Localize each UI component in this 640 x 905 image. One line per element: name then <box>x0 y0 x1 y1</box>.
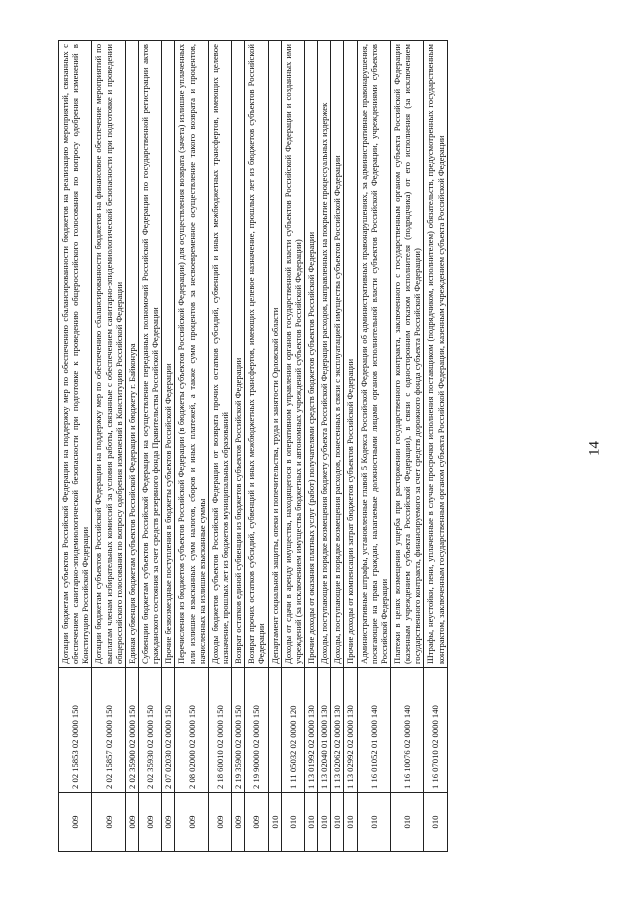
revenue-name-cell: Департамент социальной защиты, опеки и попечительства, труда и занятости Орловской области <box>268 41 281 668</box>
revenue-name-cell: Штрафы, неустойки, пени, уплаченные в случае просрочки исполнения поставщиком (подрядчиком, исполнителем) обязательств, предусмотренных государственным контрактом, заключенным государственным органом субъекта Российской Федерации, казенным учреждением субъекта Российской Федерации <box>424 41 447 668</box>
budget-classification-code-cell: 1 16 07010 02 0000 140 <box>424 668 447 793</box>
table-row <box>125 41 138 852</box>
table-row <box>59 41 92 852</box>
admin-code-cell: 010 <box>344 793 357 852</box>
table-row <box>318 41 331 852</box>
admin-code-cell: 010 <box>331 793 344 852</box>
admin-code-cell: 010 <box>318 793 331 852</box>
admin-code-cell: 009 <box>208 793 231 852</box>
revenue-name-cell: Дотации бюджетам субъектов Российской Федерации на поддержку мер по обеспечению сбалансированности бюджетов на реализацию мероприятий, связанных с обеспечением санитарно-эпидемиологической безопасности при подготовке к проведению общероссийского голосования по вопросу одобрения изменений в Конституцию Российской Федерации <box>59 41 92 668</box>
table-row <box>357 41 390 852</box>
admin-code-cell: 009 <box>138 793 161 852</box>
table-row <box>232 41 245 852</box>
budget-classification-code-cell: 1 13 02062 02 0000 130 <box>331 668 344 793</box>
revenue-name-cell: Прочие доходы от оказания платных услуг (работ) получателями средств бюджетов субъектов Российской Федерации <box>304 41 317 668</box>
table-row <box>281 41 304 852</box>
admin-code-cell: 009 <box>162 793 175 852</box>
table-row <box>344 41 357 852</box>
revenue-codes-table <box>58 40 448 852</box>
admin-code-cell: 009 <box>92 793 125 852</box>
revenue-name-cell: Доходы от сдачи в аренду имущества, находящегося в оперативном управлении органов государственной власти субъектов Российской Федерации и созданных ими учреждений (за исключением имущества бюджетных и автономных учреждений субъектов Российской Федерации) <box>281 41 304 668</box>
budget-classification-code-cell: 1 16 01052 01 0000 140 <box>357 668 390 793</box>
budget-classification-code-cell: 2 19 90000 02 0000 150 <box>245 668 268 793</box>
admin-code-cell: 010 <box>357 793 390 852</box>
budget-classification-code-cell: 2 08 02000 02 0000 150 <box>175 668 208 793</box>
revenue-name-cell: Прочие безвозмездные поступления в бюджеты субъектов Российской Федерации <box>162 41 175 668</box>
budget-classification-code-cell: 2 19 35900 02 0000 150 <box>232 668 245 793</box>
revenue-name-cell: Субвенции бюджетам субъектов Российской Федерации на осуществление переданных полномочий Российской Федерации по государственной регистрации актов гражданского состояния за счет средств резервного фонда Правительства Российской Федерации <box>138 41 161 668</box>
budget-classification-code-cell: 2 02 15857 02 0000 150 <box>92 668 125 793</box>
revenue-name-cell: Дотации бюджетам субъектов Российской Федерации на поддержку мер по обеспечению сбалансированности бюджетов на финансовое обеспечение мероприятий по выплатам членам избирательных комиссий за условия работы, связанные с обеспечением санитарно-эпидемиологической безопасности при подготовке и проведении общероссийского голосования по вопросу одобрения изменений в Конституцию Российской Федерации <box>92 41 125 668</box>
admin-code-cell: 010 <box>268 793 281 852</box>
revenue-name-cell: Доходы, поступающие в порядке возмещения расходов, понесенных в связи с эксплуатацией имущества субъектов Российской Федерации <box>331 41 344 668</box>
table-row <box>138 41 161 852</box>
budget-classification-code-cell: 2 02 35900 02 0000 150 <box>125 668 138 793</box>
budget-classification-code-cell: 2 18 60010 02 0000 150 <box>208 668 231 793</box>
revenue-name-cell: Платежи в целях возмещения ущерба при расторжении государственного контракта, заключенного с государственным органом субъекта Российской Федерации (казенным учреждением субъекта Российской Федерации), в связи с односторонним отказом исполнителя (подрядчика) от его исполнения (за исключением государственного контракта, финансируемого за счет средств дорожного фонда субъекта Российской Федерации) <box>390 41 423 668</box>
budget-classification-code-cell: 1 11 05032 02 0000 120 <box>281 668 304 793</box>
table-row <box>268 41 281 852</box>
revenue-name-cell: Возврат прочих остатков субсидий, субвенций и иных межбюджетных трансфертов, имеющих целевое назначение, прошлых лет из бюджетов субъектов Российской Федерации <box>245 41 268 668</box>
admin-code-cell: 010 <box>424 793 447 852</box>
budget-classification-code-cell: 1 13 02040 01 0000 130 <box>318 668 331 793</box>
budget-classification-code-cell: 2 07 02030 02 0000 150 <box>162 668 175 793</box>
table-row <box>304 41 317 852</box>
budget-classification-code-cell: 2 02 15853 02 0000 150 <box>59 668 92 793</box>
table-row <box>424 41 447 852</box>
admin-code-cell: 010 <box>390 793 423 852</box>
admin-code-cell: 009 <box>232 793 245 852</box>
revenue-name-cell: Административные штрафы, установленные главой 5 Кодекса Российской Федерации об административных правонарушениях, за административные правонарушения, посягающие на права граждан, налагаемые должностными лицами органов исполнительной власти субъектов Российской Федерации, учреждениями субъектов Российской Федерации <box>357 41 390 668</box>
budget-classification-code-cell <box>268 668 281 793</box>
revenue-name-cell: Доходы бюджетов субъектов Российской Федерации от возврата прочих остатков субсидий, субвенций и иных межбюджетных трансфертов, имеющих целевое назначение, прошлых лет из бюджетов муниципальных образований <box>208 41 231 668</box>
revenue-name-cell: Единая субвенция бюджетам субъектов Российской Федерации и бюджету г. Байконура <box>125 41 138 668</box>
budget-classification-code-cell: 1 13 01992 02 0000 130 <box>304 668 317 793</box>
admin-code-cell: 009 <box>175 793 208 852</box>
table-row <box>331 41 344 852</box>
table-row <box>390 41 423 852</box>
table-row <box>162 41 175 852</box>
table-row <box>92 41 125 852</box>
admin-code-cell: 010 <box>281 793 304 852</box>
budget-classification-code-cell: 1 16 10076 02 0000 140 <box>390 668 423 793</box>
revenue-name-cell: Перечисления из бюджетов субъектов Российской Федерации (в бюджеты субъектов Российской Федерации) для осуществления возврата (зачета) излишне уплаченных или излишне взысканных сумм налогов, сборов и иных платежей, а также сумм процентов за несвоевременное осуществление такого возврата и процентов, начисленных на излишне взысканные суммы <box>175 41 208 668</box>
table-row <box>245 41 268 852</box>
revenue-name-cell: Доходы, поступающие в порядке возмещения бюджету субъекта Российской Федерации расходов, направленных на покрытие процессуальных издержек <box>318 41 331 668</box>
admin-code-cell: 009 <box>245 793 268 852</box>
rotated-table-container <box>58 40 578 852</box>
table-body <box>59 41 448 852</box>
table-row <box>208 41 231 852</box>
budget-classification-code-cell: 2 02 35930 02 0000 150 <box>138 668 161 793</box>
page-number: 14 <box>586 441 603 456</box>
admin-code-cell: 009 <box>59 793 92 852</box>
admin-code-cell: 010 <box>304 793 317 852</box>
revenue-name-cell: Возврат остатков единой субвенции из бюджетов субъектов Российской Федерации <box>232 41 245 668</box>
budget-classification-code-cell: 1 13 02992 02 0000 130 <box>344 668 357 793</box>
revenue-name-cell: Прочие доходы от компенсации затрат бюджетов субъектов Российской Федерации <box>344 41 357 668</box>
table-row <box>175 41 208 852</box>
admin-code-cell: 009 <box>125 793 138 852</box>
